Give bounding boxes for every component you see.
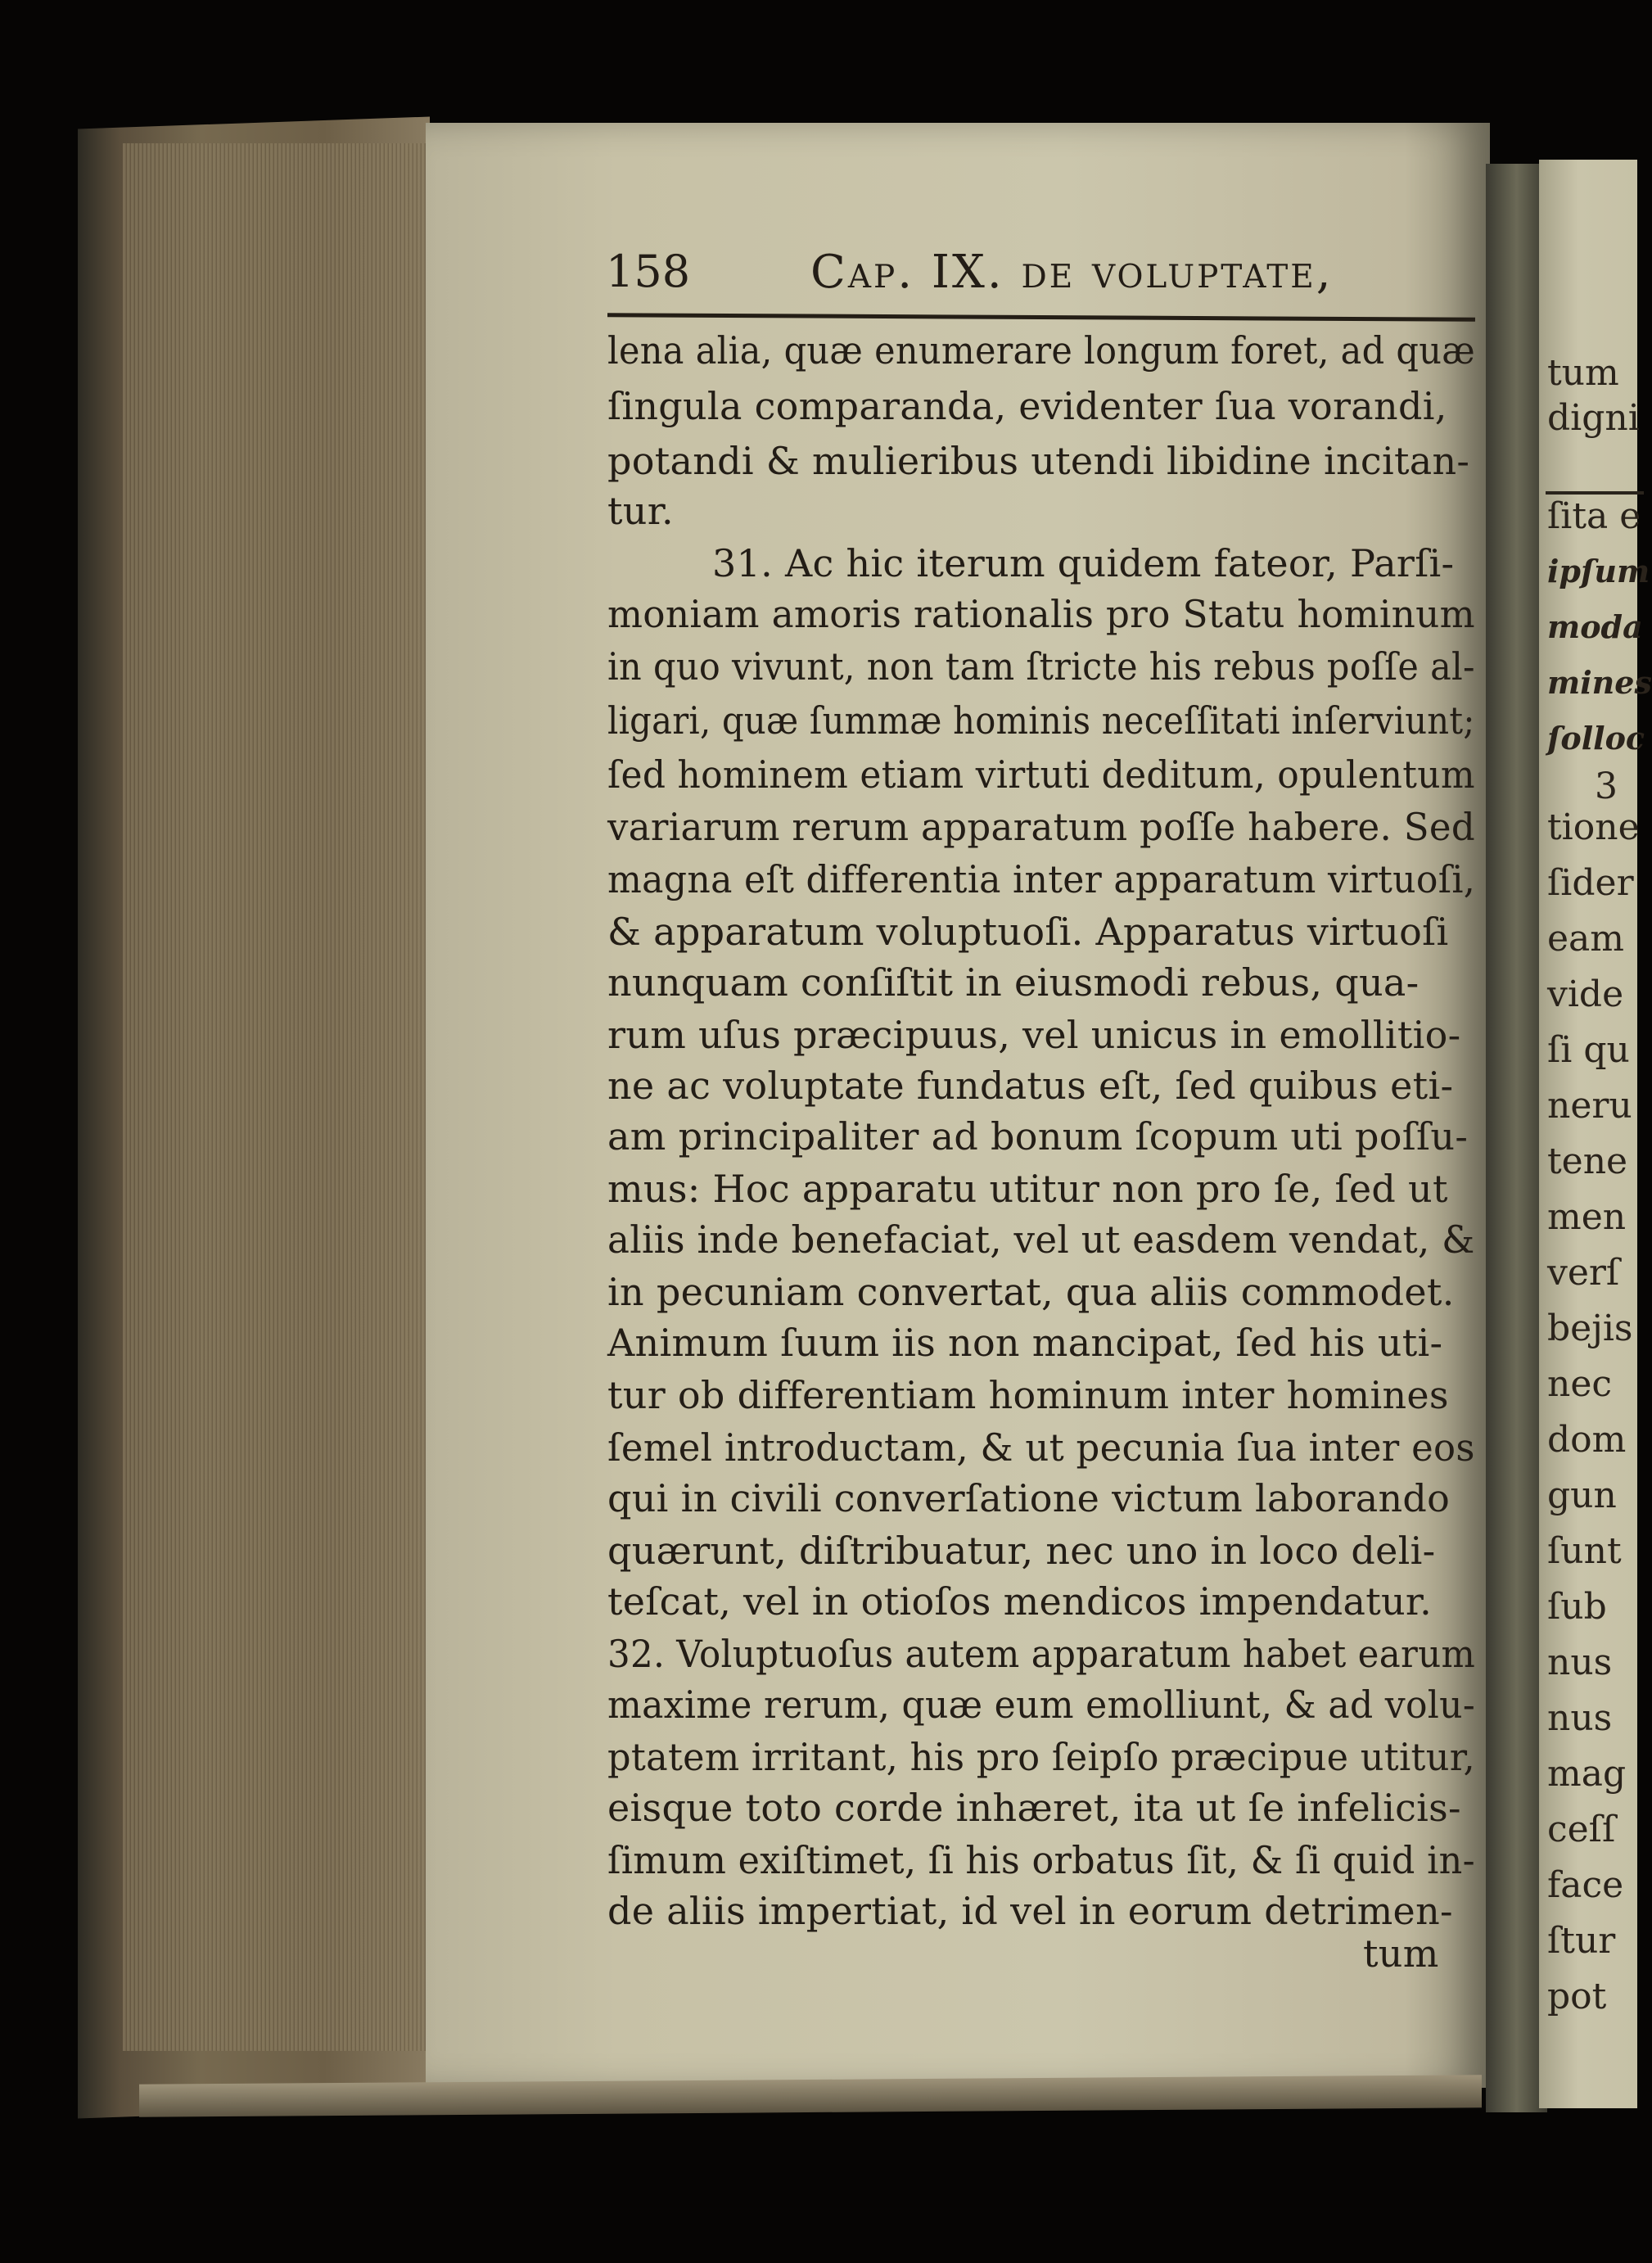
text-line: in pecuniam convertat, qua aliis commodet. bbox=[607, 1270, 1455, 1314]
text-line: teſcat, vel in otioſos mendicos impendatur. bbox=[607, 1579, 1433, 1624]
right-page-line: ſunt bbox=[1547, 1530, 1622, 1572]
right-page-line: verſ bbox=[1547, 1252, 1620, 1294]
right-page-line: vide bbox=[1547, 973, 1624, 1015]
text-line: rum uſus præcipuus, vel unicus in emollitio- bbox=[607, 1013, 1461, 1057]
text-line: ſed hominem etiam virtuti deditum, opulentum bbox=[607, 752, 1475, 797]
right-page-line: ipſum bbox=[1547, 553, 1650, 589]
text-line: quærunt, diſtribuatur, nec uno in loco deli- bbox=[607, 1529, 1436, 1573]
text-line: am principaliter ad bonum ſcopum uti poſſu- bbox=[607, 1114, 1469, 1159]
right-page-line: ſider bbox=[1547, 862, 1634, 904]
right-page-line: bejis bbox=[1547, 1308, 1633, 1349]
right-page-line: tum bbox=[1547, 352, 1619, 394]
right-page-line: mines bbox=[1547, 664, 1652, 701]
text-line: ſemel introductam, & ut pecunia ſua inter eos bbox=[607, 1425, 1475, 1470]
catchword: tum bbox=[1363, 1931, 1439, 1976]
text-line: tur ob differentiam hominum inter homines bbox=[607, 1373, 1449, 1417]
right-page-line: face bbox=[1547, 1864, 1624, 1906]
right-page-line: pot bbox=[1547, 1976, 1607, 2017]
text-line: ligari, quæ ſummæ hominis neceſſitati inſerviunt; bbox=[607, 698, 1475, 743]
right-page-line: men bbox=[1547, 1196, 1627, 1238]
right-page-line: neru bbox=[1547, 1085, 1632, 1127]
text-line: de aliis impertiat, id vel in eorum detrimen- bbox=[607, 1889, 1453, 1933]
right-page-line: mag bbox=[1547, 1753, 1627, 1795]
right-page-line: ſtur bbox=[1547, 1920, 1616, 1962]
text-line: qui in civili converſatione victum laborando bbox=[607, 1476, 1451, 1520]
right-page-line: dom bbox=[1547, 1419, 1627, 1461]
text-line: lena alia, quæ enumerare longum foret, ad quæ bbox=[607, 328, 1475, 373]
right-page-line: moda bbox=[1547, 608, 1643, 645]
right-page-line: tione bbox=[1547, 806, 1640, 848]
right-page-line: nus bbox=[1547, 1697, 1613, 1739]
page-number: 158 bbox=[606, 246, 691, 297]
text-line: Animum ſuum iis non mancipat, ſed his uti- bbox=[607, 1321, 1443, 1365]
running-title: Cap. IX. de voluptate, bbox=[810, 246, 1334, 299]
text-line: eisque toto corde inhæret, ita ut ſe infelicis- bbox=[607, 1786, 1461, 1830]
text-line: ptatem irritant, his pro ſeipſo præcipue utitur, bbox=[607, 1735, 1475, 1779]
text-line: 31. Ac hic iterum quidem fateor, Parſi- bbox=[712, 541, 1455, 585]
text-line: ſingula comparanda, evidenter ſua vorandi, bbox=[607, 384, 1447, 428]
text-line: in quo vivunt, non tam ſtricte his rebus poſſe al- bbox=[607, 644, 1475, 689]
right-page-line: ſi qu bbox=[1547, 1029, 1630, 1071]
text-line: ne ac voluptate fundatus eſt, ſed quibus eti- bbox=[607, 1064, 1454, 1108]
text-line: moniam amoris rationalis pro Statu hominum bbox=[607, 592, 1475, 636]
right-page-line: gun bbox=[1547, 1475, 1617, 1516]
text-line: nunquam conſiſtit in eiusmodi rebus, qua- bbox=[607, 960, 1420, 1005]
right-page-line: ſita e bbox=[1547, 495, 1641, 537]
text-line: & apparatum voluptuoſi. Apparatus virtuoſi bbox=[607, 910, 1449, 954]
text-line: variarum rerum apparatum poſſe habere. Sed bbox=[607, 805, 1476, 849]
text-line: 32. Voluptuoſus autem apparatum habet earum bbox=[607, 1632, 1476, 1676]
right-page-line: nec bbox=[1547, 1363, 1613, 1405]
right-page-line: ſub bbox=[1547, 1586, 1607, 1628]
right-page-line: eam bbox=[1547, 918, 1624, 960]
right-page-line: tene bbox=[1547, 1141, 1628, 1182]
text-line: magna eſt differentia inter apparatum virtuoſi, bbox=[607, 857, 1476, 901]
text-line: aliis inde benefaciat, vel ut easdem vendat, & bbox=[607, 1217, 1475, 1262]
text-line: potandi & mulieribus utendi libidine incitan- bbox=[607, 439, 1470, 483]
text-line: ſimum exiſtimet, ſi his orbatus ſit, & ſi quid in- bbox=[607, 1838, 1475, 1882]
right-page-line: ceſſ bbox=[1547, 1809, 1616, 1850]
text-line: tur. bbox=[607, 489, 674, 533]
right-page-line: nus bbox=[1547, 1642, 1613, 1683]
right-page-line: ſolloc bbox=[1547, 720, 1645, 757]
right-page-line: digni bbox=[1547, 397, 1640, 439]
right-page-line: 3 bbox=[1595, 766, 1618, 807]
text-line: mus: Hoc apparatu utitur non pro ſe, ſed ut bbox=[607, 1167, 1448, 1211]
text-line: maxime rerum, quæ eum emolliunt, & ad volu- bbox=[607, 1683, 1476, 1727]
